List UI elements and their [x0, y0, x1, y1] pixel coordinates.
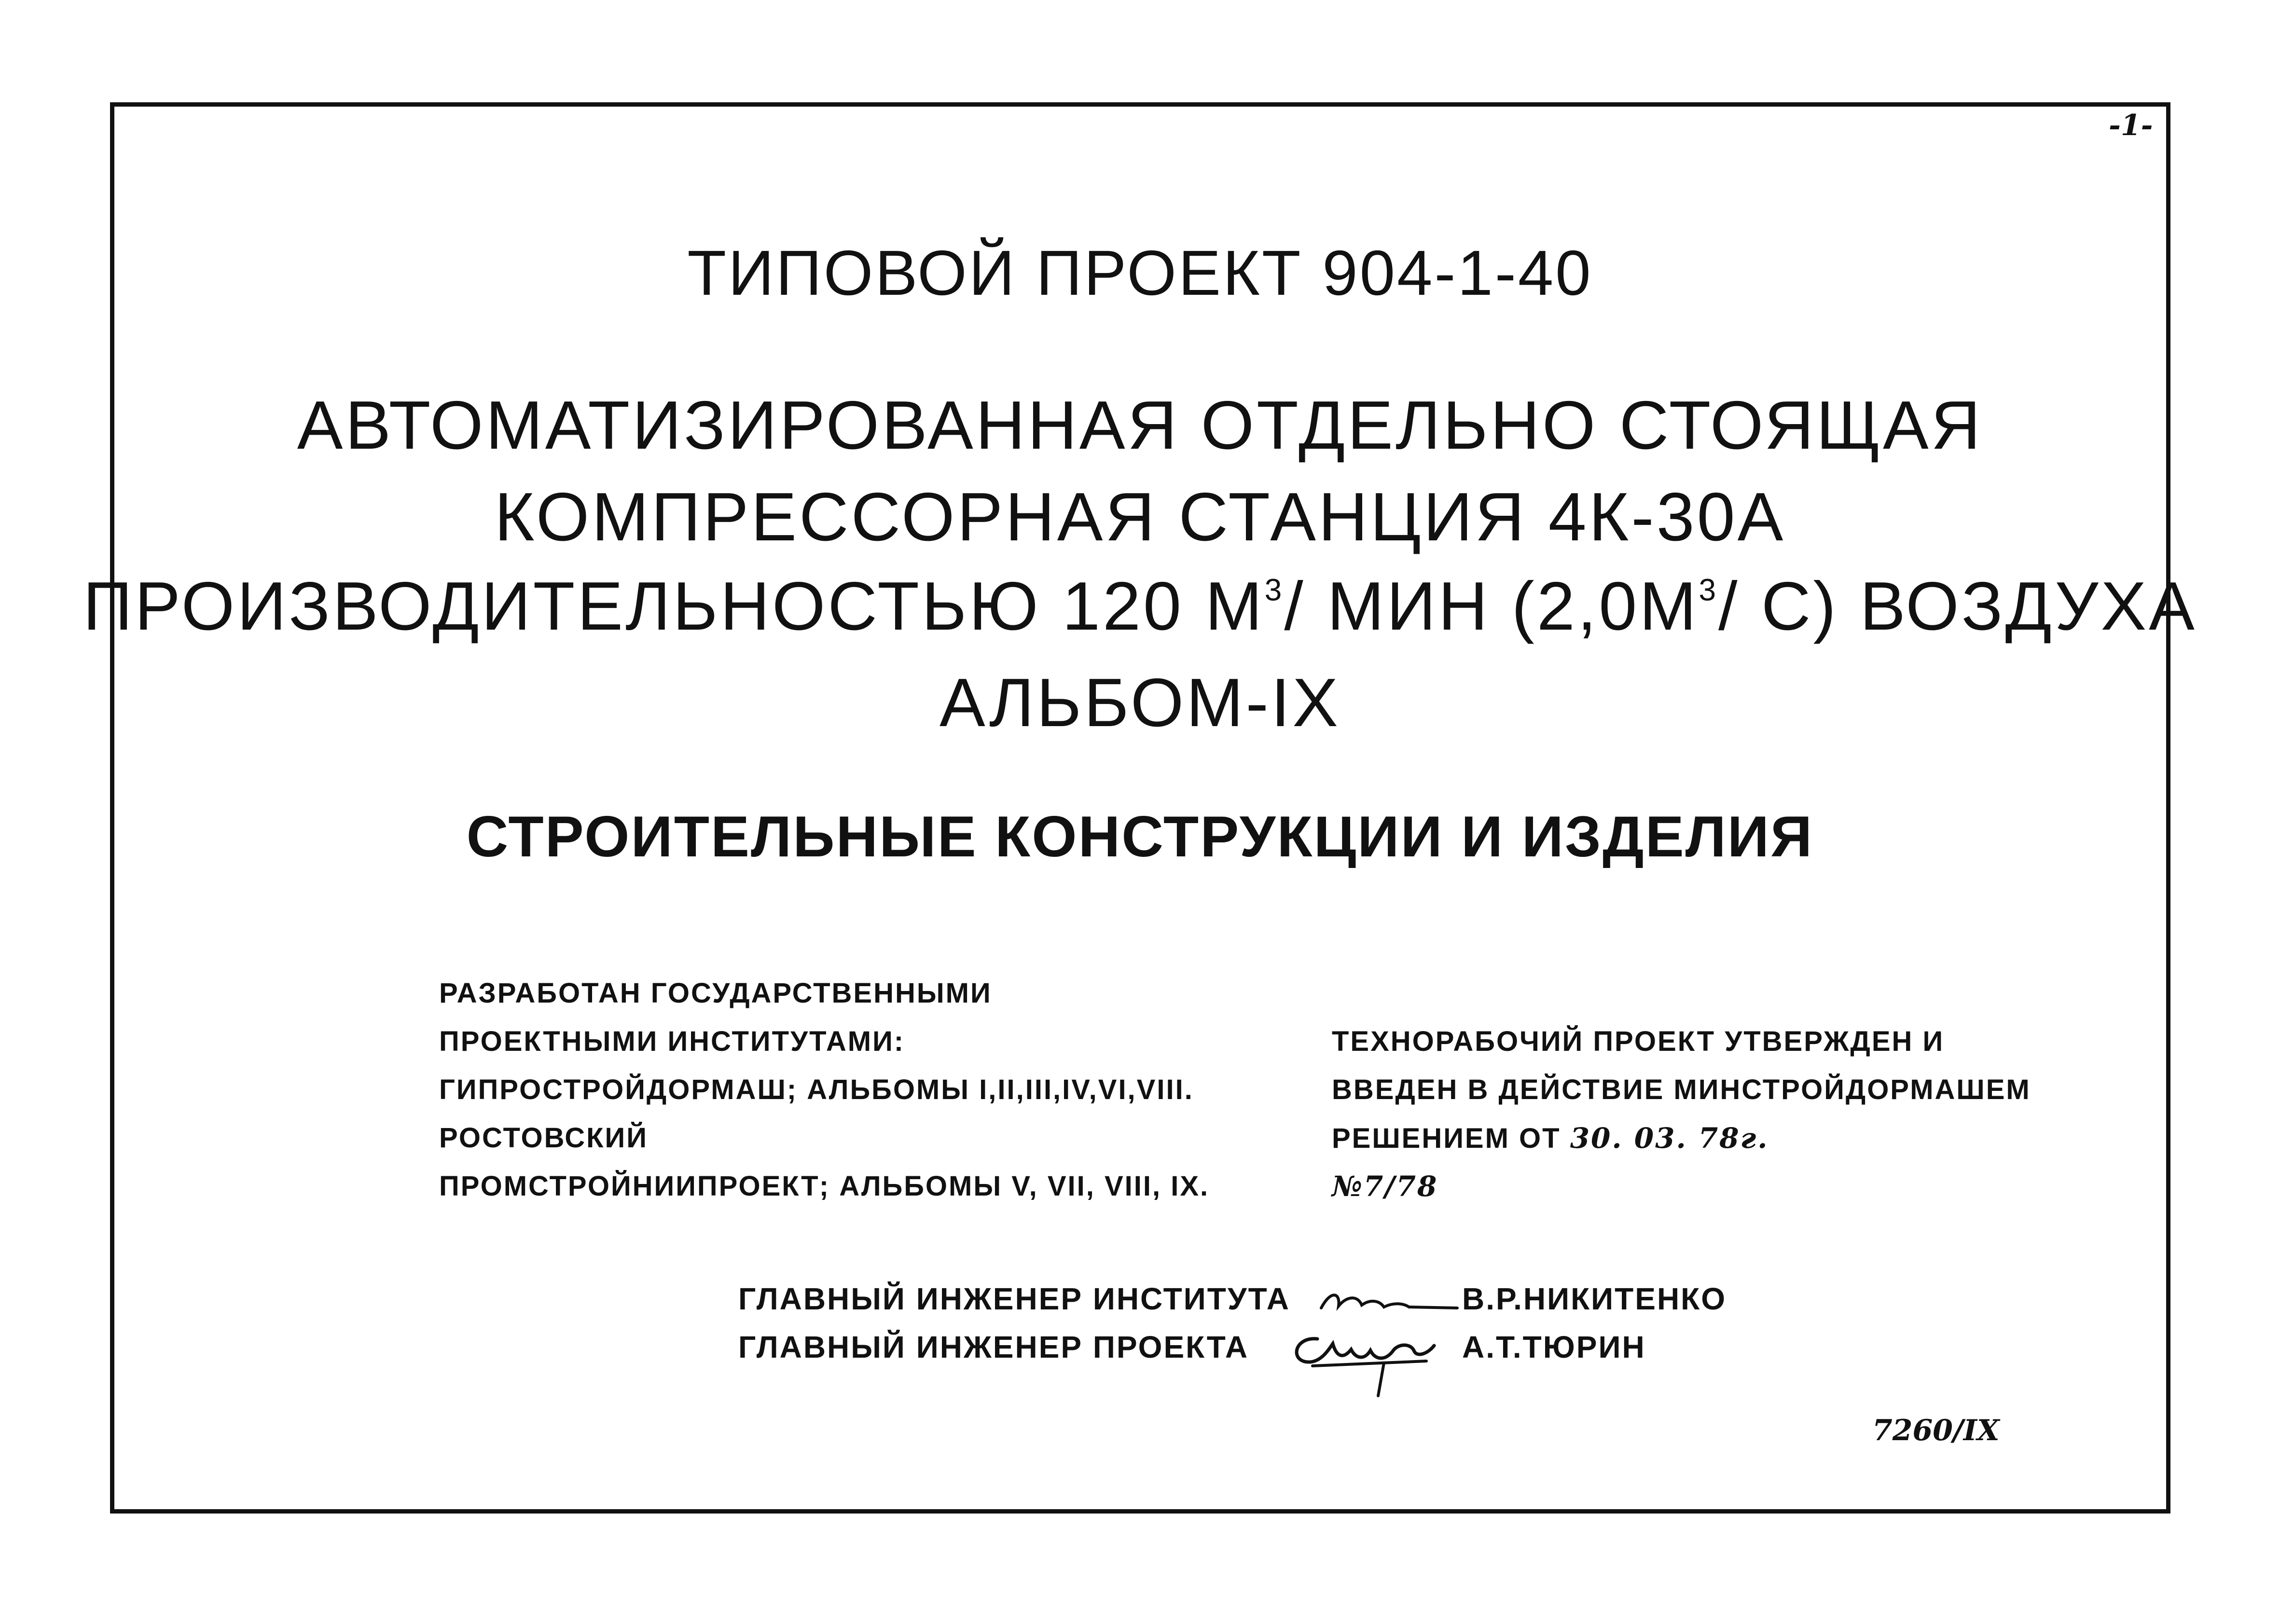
main-title-line-2: КОМПРЕССОРНАЯ СТАНЦИЯ 4К-30А: [494, 479, 1786, 555]
main-title-line-3: [0, 567, 2280, 646]
main-title-line-3-part-a: ПРОИЗВОДИТЕЛЬНОСТЬЮ 120 М: [83, 568, 1265, 645]
section-subtitle: СТРОИТЕЛЬНЫЕ КОНСТРУКЦИИ И ИЗДЕЛИЯ: [466, 804, 1814, 869]
album-title: АЛЬБОМ-IX: [940, 664, 1340, 741]
approval-number: №7/78: [1332, 1170, 1438, 1203]
cubic-superscript-2: 3: [1699, 572, 1719, 607]
developer-line-5: ПРОМСТРОЙНИИПРОЕКТ; АЛЬБОМЫ V, VII, VIII, IX.: [439, 1170, 1210, 1202]
approval-decision-label: РЕШЕНИЕМ ОТ: [1332, 1123, 1561, 1154]
developer-line-4: РОСТОВСКИЙ: [439, 1122, 648, 1154]
page-number: -1-: [2109, 109, 2153, 142]
cubic-superscript-1: 3: [1264, 572, 1285, 607]
archive-number: 7260/IX: [1872, 1414, 2000, 1447]
developer-line-3: ГИПРОСТРОЙДОРМАШ; АЛЬБОМЫ I,II,III,IV,VI,VIII.: [439, 1074, 1194, 1105]
main-title-line-1: АВТОМАТИЗИРОВАННАЯ ОТДЕЛЬНО СТОЯЩАЯ: [297, 387, 1983, 464]
approval-line-1: ТЕХНОРАБОЧИЙ ПРОЕКТ УТВЕРЖДЕН И: [1332, 1026, 1945, 1057]
chief-project-name: А.Т.ТЮРИН: [1462, 1330, 1646, 1364]
signature-nikitenko: [1317, 1281, 1462, 1320]
approval-line-3: [1332, 1122, 1769, 1155]
main-title-line-3-part-b: / МИН (2,0М: [1284, 568, 1699, 645]
chief-institute-name: В.Р.НИКИТЕНКО: [1462, 1281, 1727, 1316]
signature-tyurin: [1284, 1320, 1443, 1402]
chief-project-label: ГЛАВНЫЙ ИНЖЕНЕР ПРОЕКТА: [738, 1330, 1249, 1364]
approval-line-2: ВВЕДЕН В ДЕЙСТВИЕ МИНСТРОЙДОРМАШЕМ: [1332, 1074, 2031, 1105]
document-title: ТИПОВОЙ ПРОЕКТ 904-1-40: [687, 237, 1593, 308]
chief-institute-label: ГЛАВНЫЙ ИНЖЕНЕР ИНСТИТУТА: [738, 1281, 1290, 1316]
main-title-line-3-part-c: / С) ВОЗДУХА: [1718, 568, 2197, 645]
developer-line-1: РАЗРАБОТАН ГОСУДАРСТВЕННЫМИ: [439, 977, 992, 1009]
developer-line-2: ПРОЕКТНЫМИ ИНСТИТУТАМИ:: [439, 1026, 905, 1057]
approval-date: 30. 03. 78г.: [1570, 1122, 1769, 1155]
